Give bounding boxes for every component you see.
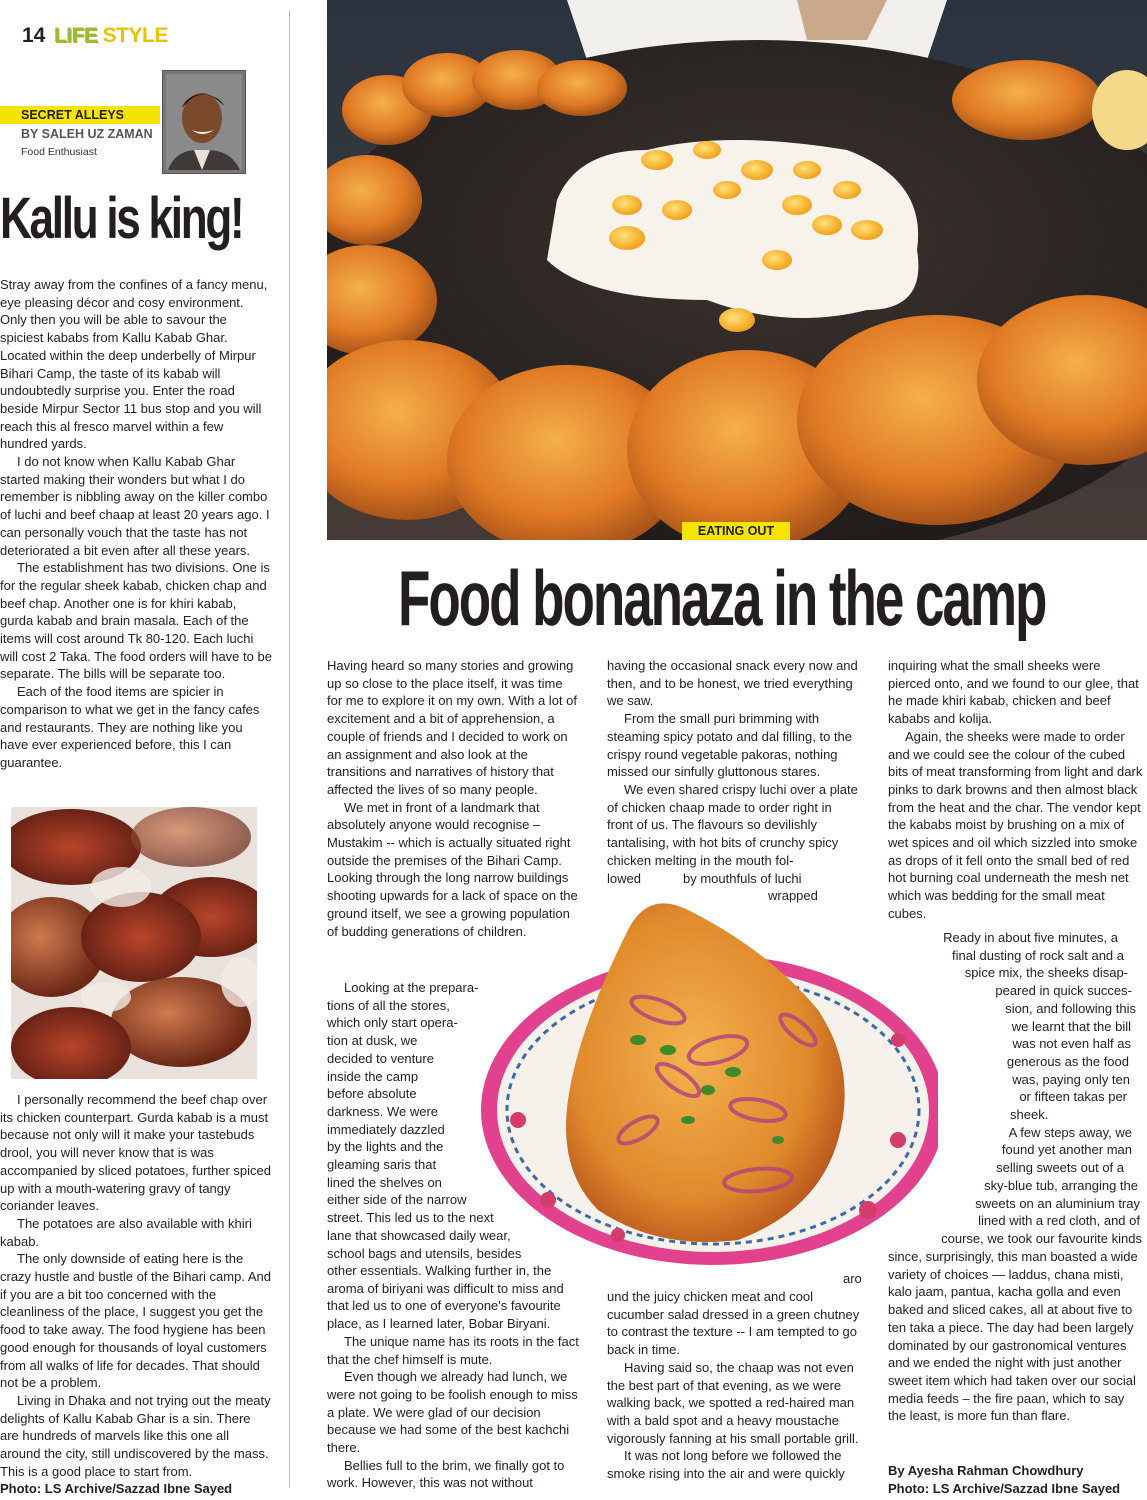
article-column-3 [888,657,1144,923]
wrap-line: peared in quick succes- [995,983,1132,999]
article-paragraph: Having said so, the chaap was not even the best part of that evening, as we were walking back, we spotted a red-haired man with a bald spot and a heavy moustache vigorously fanning at his small portable grill. [607,1359,859,1446]
article-paragraph: Even though we already had lunch, we were not going to be foolish enough to miss a plate. We were glad of our decision because we had some of the best kachchi there. [327,1369,578,1456]
article-paragraph: since, surprisingly, this man boasted a wide variety of choices — laddus, chana misti, kalo jaam, pantua, kacha golla and even baked and sliced cakes, all at about five to ten taka a piece. The day had been largely dominated by our gastronomical ventures and we ended the night with just another sweet item which had taken over our social media feeds – the fire paan, which to say the least, is more fun than flare. [888,1249,1138,1424]
wrap-line: decided to venture [327,1050,434,1066]
kabab-image [11,807,257,1079]
left-headline: Kallu is king! [0,186,243,251]
wrap-line: lane that showcased daily wear, [327,1227,511,1243]
left-paragraph: Each of the food items are spicier in comparison to what we get in the fancy cafes and restaurants. They are nothing like you have ever experienced before, this I can guarantee. [0,684,260,770]
section-title-life: LIFE [53,24,98,47]
wrap-line: gleaming saris that [327,1157,437,1173]
wrap-line: sheek. [1010,1107,1049,1123]
article-paragraph: und the juicy chicken meat and cool cucumber salad dressed in a green chutney to contrast the texture -- I am tempted to go back in time. [607,1289,860,1358]
columnist-portrait-image [166,74,242,170]
wrap-line: either side of the narrow [327,1192,467,1208]
section-title-style: STYLE [102,24,168,47]
wrap-line: spice mix, the sheeks disap- [964,965,1128,981]
griddle-eggs-image [327,0,1147,540]
masthead [22,24,168,50]
wrap-line: lined the shelves on [327,1174,442,1190]
left-paragraph: I do not know when Kallu Kabab Ghar started making their wonders but what I do remember is nibbling away on the killer combo of luchi and beef chaap at least 20 years ago. I can personally vouch that the taste has not deteriorated a bit even after all these years. [0,454,270,558]
wrap-line: by the lights and the [327,1139,444,1155]
wrap-line: Ready in about five minutes, a [943,930,1118,945]
wrap-line: found yet another man [1001,1142,1132,1158]
wrap-line: course, we took our favourite kinds [941,1230,1142,1246]
main-headline: Food bonanaza in the camp [398,554,1046,642]
column-name: SECRET ALLEYS [21,108,125,122]
article-paragraph: We even shared crispy luchi over a plate of chicken chaap made to order right in front of us. The flavours so devilishly tantalising, with hot bits of crunchy spicy chicken melting in the mouth fol- [607,781,858,868]
article-column-2 [607,657,861,869]
column-divider [289,10,290,1488]
article-paragraph: The unique name has its roots in the fact that the chef himself is mute. [327,1333,579,1367]
wrap-line: before absolute [327,1086,417,1102]
hero-photo [327,0,1147,540]
left-paragraph: The potatoes are also available with khiri kabab. [0,1215,252,1249]
left-paragraph: The establishment has two divisions. One is for the regular sheek kabab, chicken chap and beef chap. Another one is for khiri kabab, gurda kabab and brain masala. Each of the items will cost around Tk 80-120. Each luchi will cost 2 Taka. The food orders will have to be separate. The bills will be separate too. [0,560,272,682]
article-paragraph: It was not long before we followed the smoke rising into the air and were quickly [607,1448,845,1482]
article-column-3-bottom [888,1248,1144,1425]
kabab-photo [11,807,257,1079]
left-photo-credit: Photo: LS Archive/Sazzad Ibne Sayed [0,1481,233,1496]
wrap-word: by mouthfuls of luchi [683,871,802,886]
eating-out-tag: EATING OUT [682,522,790,540]
article-column-1-bottom [327,1262,581,1492]
left-paragraph: I personally recommend the beef chap over its chicken counterpart. Gurda kabab is a must because not only will it make your tastebuds drool, you will never know that is was accompanied by sliced potatoes, further spiced up with a mouth-watering gravy of tangy coriander leaves. [0,1092,271,1214]
article-paragraph: Having heard so many stories and growing up so close to the place itself, it was time for me to explore it on my own. With a lot of excitement and a bit of apprehension, a couple of friends and I decided to work on an assignment and also look at the transitions and narratives of history that affected the lives of so many people. [327,658,577,797]
omelette-photo [478,890,938,1268]
wrap-word: wrapped [768,888,818,903]
wrap-line: which only start opera- [327,1015,458,1031]
article-paragraph: inquiring what the small sheeks were pierced onto, and we found to our glee, that he made khiri kabab, chicken and beef kababs and kolija. [888,658,1139,727]
wrap-line: tion at dusk, we [327,1033,418,1049]
left-article-body-top [0,276,272,772]
article-paragraph: Bellies full to the brim, we finally got to work. However, this was not without [327,1457,565,1491]
wrap-line: was not even half as [1012,1036,1131,1052]
columnist-role: Food Enthusiast [21,146,97,158]
article-photo-credit: Photo: LS Archive/Sazzad Ibne Sayed [888,1481,1121,1496]
article-paragraph: other essentials. Walking further in, the aroma of biriyani was difficult to miss and that led us to one of everyone's favourite place, as I learned later, Bobar Biryani. [327,1263,564,1332]
article-column-3-wrap [888,929,1142,1248]
left-paragraph: The only downside of eating here is the crazy hustle and bustle of the Bihari camp. And if you are a bit too concerned with the cleanliness of the place, I suggest you get the food to take away. The food hygiene has been good enough for thousands of loyal customers from all walks of life for decades. That should not be a problem. [0,1251,271,1391]
wrap-line: school bags and utensils, besides [327,1245,522,1261]
wrap-line: lined with a red cloth, and of [978,1213,1140,1229]
article-paragraph: having the occasional snack every now and then, and to be honest, we tried everything we saw. [607,658,858,709]
wrap-line: darkness. We were [327,1103,439,1119]
wrap-line: sweets on an aluminium tray [975,1195,1140,1211]
wrap-line: sky-blue tub, arranging the [984,1177,1138,1193]
wrap-line: was, paying only ten [1012,1071,1130,1087]
wrap-line: final dusting of rock salt and a [952,947,1124,963]
article-paragraph: We met in front of a landmark that absolutely anyone would recognise – Mustakim -- which is actually situated right outside the premises of the Bihari Camp. Looking through the long narrow buildings shooting upwards for a lack of space on the ground itself, we see a growing population of budding generations of children. [327,799,578,939]
article-byline: By Ayesha Rahman Chowdhury [888,1463,1084,1478]
wrap-line: sion, and following this [1005,1000,1136,1016]
section-title [54,24,168,47]
wrap-line: inside the camp [327,1068,419,1084]
left-article-body-bottom [0,1091,272,1480]
wrap-line: immediately dazzled [327,1121,445,1137]
columnist-byline: BY SALEH UZ ZAMAN [21,127,153,141]
article-paragraph: Again, the sheeks were made to order and we could see the colour of the cubed bits of meat transforming from light and dark pinks to dark browns and then almost black from the heat and the char. The vendor kept the kababs moist by brushing on a mix of wet spices and oil which sizzled into smoke as drops of it fell onto the small bed of red hot burning coal underneath the mesh net which was bedding for the small meat cubes. [888,728,1143,921]
omelette-plate-image [478,890,938,1268]
wrap-word: lowed [607,871,641,886]
left-paragraph: Stray away from the confines of a fancy menu, eye pleasing décor and cosy environment. Only then you will be able to savour the spiciest kababs from Kallu Kabab Ghar. Located within the deep underbelly of Mirpur Bihari Camp, the taste of its kabab will undoubtedly surprise you. Enter the road beside Mirpur Sector 11 bus stop and you will reach this al fresco marvel within a few hundred yards. [0,277,268,452]
columnist-photo [162,70,246,174]
page-number: 14 [22,24,46,47]
wrap-line: selling sweets out of a [996,1160,1124,1176]
article-column-2-bottom [607,1288,861,1483]
wrap-line: generous as the food [1006,1053,1129,1069]
wrap-line: street. This led us to the next [327,1210,494,1226]
wrap-word: aro [843,1271,862,1286]
wrap-line: A few steps away, we [1008,1124,1132,1140]
left-paragraph: Living in Dhaka and not trying out the meaty delights of Kallu Kabab Ghar is a sin. There are hundreds of marvels like this one all around the city, still undiscovered by the mass. This is a good place to start from. [0,1392,271,1479]
wrap-line: tions of all the stores, [327,997,450,1013]
wrap-line: Looking at the prepara- [344,980,479,995]
article-paragraph: From the small puri brimming with steaming spicy potato and dal filling, to the crispy round vegetable pakoras, nothing missed our sinfully gluttonous stares. [607,711,852,780]
wrap-line: or fifteen takas per [1019,1089,1127,1105]
wrap-line: we learnt that the bill [1011,1018,1131,1034]
